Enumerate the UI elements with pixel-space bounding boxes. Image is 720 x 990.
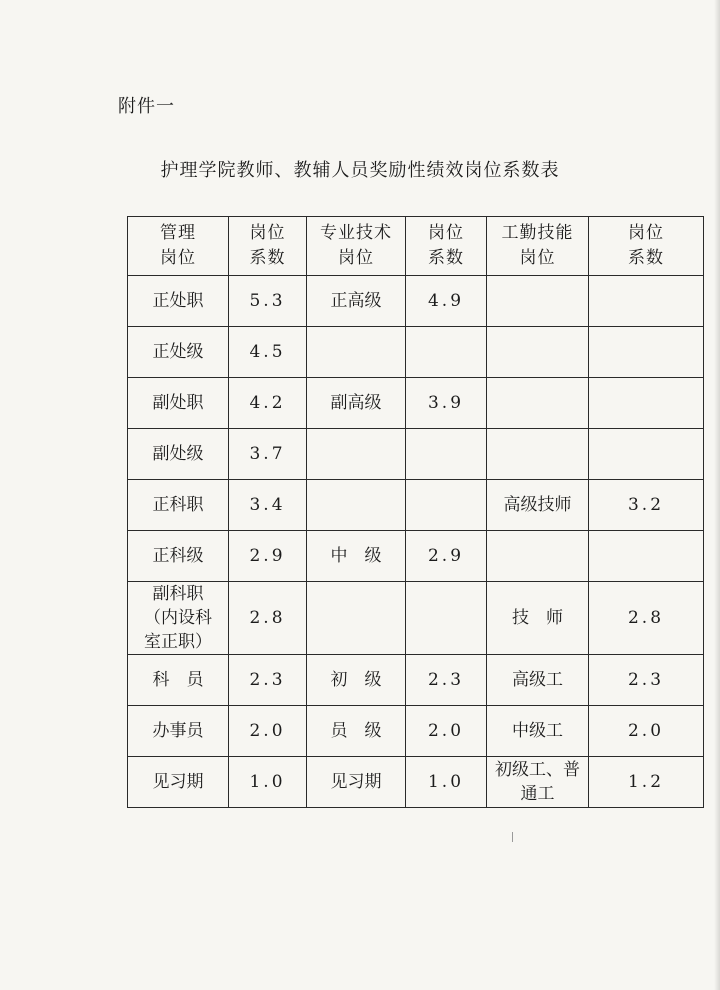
- cell-technical-post: 中 级: [307, 531, 406, 582]
- cell-skilled-coefficient: [589, 531, 704, 582]
- header-coefficient: 岗位 系数: [589, 217, 704, 276]
- cell-management-post: 正处职: [128, 276, 229, 327]
- cell-management-coefficient: 1.0: [229, 757, 307, 808]
- cell-management-coefficient: 5.3: [229, 276, 307, 327]
- cell-management-post: 副科职 （内设科 室正职）: [128, 582, 229, 655]
- header-skilled-labor-post: 工勤技能 岗位: [487, 217, 589, 276]
- cell-technical-coefficient: 1.0: [406, 757, 487, 808]
- cell-technical-coefficient: 2.9: [406, 531, 487, 582]
- cell-management-coefficient: 2.9: [229, 531, 307, 582]
- cell-management-post: 正科级: [128, 531, 229, 582]
- document-title: 护理学院教师、教辅人员奖励性绩效岗位系数表: [160, 160, 560, 181]
- cell-skilled-post: [487, 531, 589, 582]
- cell-skilled-coefficient: [589, 429, 704, 480]
- table-row: [128, 327, 704, 378]
- cell-management-coefficient: 2.3: [229, 655, 307, 706]
- cell-management-post: 见习期: [128, 757, 229, 808]
- cell-management-post: 科 员: [128, 655, 229, 706]
- cell-management-coefficient: 3.7: [229, 429, 307, 480]
- cell-management-post: 正处级: [128, 327, 229, 378]
- cell-skilled-coefficient: 1.2: [589, 757, 704, 808]
- cell-skilled-post: [487, 276, 589, 327]
- cell-skilled-post: [487, 429, 589, 480]
- table-row: [128, 429, 704, 480]
- header-technical-post: 专业技术 岗位: [307, 217, 406, 276]
- table-row: [128, 655, 704, 706]
- cell-management-coefficient: 4.5: [229, 327, 307, 378]
- cell-technical-post: 副高级: [307, 378, 406, 429]
- table-row: [128, 757, 704, 808]
- cell-skilled-post: 高级技师: [487, 480, 589, 531]
- cell-management-coefficient: 3.4: [229, 480, 307, 531]
- cell-management-coefficient: 2.8: [229, 582, 307, 655]
- cell-management-post: 副处级: [128, 429, 229, 480]
- cell-technical-post: [307, 480, 406, 531]
- cell-technical-post: 见习期: [307, 757, 406, 808]
- cell-technical-coefficient: 4.9: [406, 276, 487, 327]
- table-row: [128, 582, 704, 655]
- cell-skilled-coefficient: 2.3: [589, 655, 704, 706]
- cell-technical-coefficient: 3.9: [406, 378, 487, 429]
- cell-management-post: 正科职: [128, 480, 229, 531]
- cell-skilled-post: 高级工: [487, 655, 589, 706]
- cell-technical-coefficient: [406, 480, 487, 531]
- cell-skilled-coefficient: 2.0: [589, 706, 704, 757]
- cell-technical-post: [307, 429, 406, 480]
- cell-skilled-post: [487, 327, 589, 378]
- cell-technical-coefficient: [406, 582, 487, 655]
- cell-skilled-coefficient: 3.2: [589, 480, 704, 531]
- cell-technical-coefficient: 2.0: [406, 706, 487, 757]
- table-row: [128, 480, 704, 531]
- cell-management-post: 副处职: [128, 378, 229, 429]
- cell-skilled-post: 初级工、普 通工: [487, 757, 589, 808]
- header-management-post: 管理 岗位: [128, 217, 229, 276]
- cell-skilled-post: 技 师: [487, 582, 589, 655]
- cell-technical-post: [307, 582, 406, 655]
- cell-skilled-post: 中级工: [487, 706, 589, 757]
- header-coefficient: 岗位 系数: [229, 217, 307, 276]
- page-edge-shadow: [714, 0, 720, 990]
- scan-mark: [512, 832, 513, 842]
- coefficient-table: [127, 216, 704, 808]
- cell-skilled-coefficient: 2.8: [589, 582, 704, 655]
- table-row: [128, 378, 704, 429]
- cell-management-coefficient: 4.2: [229, 378, 307, 429]
- cell-technical-coefficient: 2.3: [406, 655, 487, 706]
- table-body: [128, 276, 704, 808]
- cell-technical-post: 初 级: [307, 655, 406, 706]
- cell-skilled-coefficient: [589, 276, 704, 327]
- cell-technical-post: 员 级: [307, 706, 406, 757]
- header-coefficient: 岗位 系数: [406, 217, 487, 276]
- cell-skilled-coefficient: [589, 327, 704, 378]
- table-row: [128, 706, 704, 757]
- cell-skilled-coefficient: [589, 378, 704, 429]
- attachment-label: 附件一: [118, 96, 175, 117]
- cell-technical-post: [307, 327, 406, 378]
- cell-management-coefficient: 2.0: [229, 706, 307, 757]
- table-row: [128, 276, 704, 327]
- table-row: [128, 531, 704, 582]
- cell-technical-coefficient: [406, 429, 487, 480]
- cell-technical-post: 正高级: [307, 276, 406, 327]
- table-header-row: [128, 217, 704, 276]
- cell-technical-coefficient: [406, 327, 487, 378]
- cell-management-post: 办事员: [128, 706, 229, 757]
- cell-skilled-post: [487, 378, 589, 429]
